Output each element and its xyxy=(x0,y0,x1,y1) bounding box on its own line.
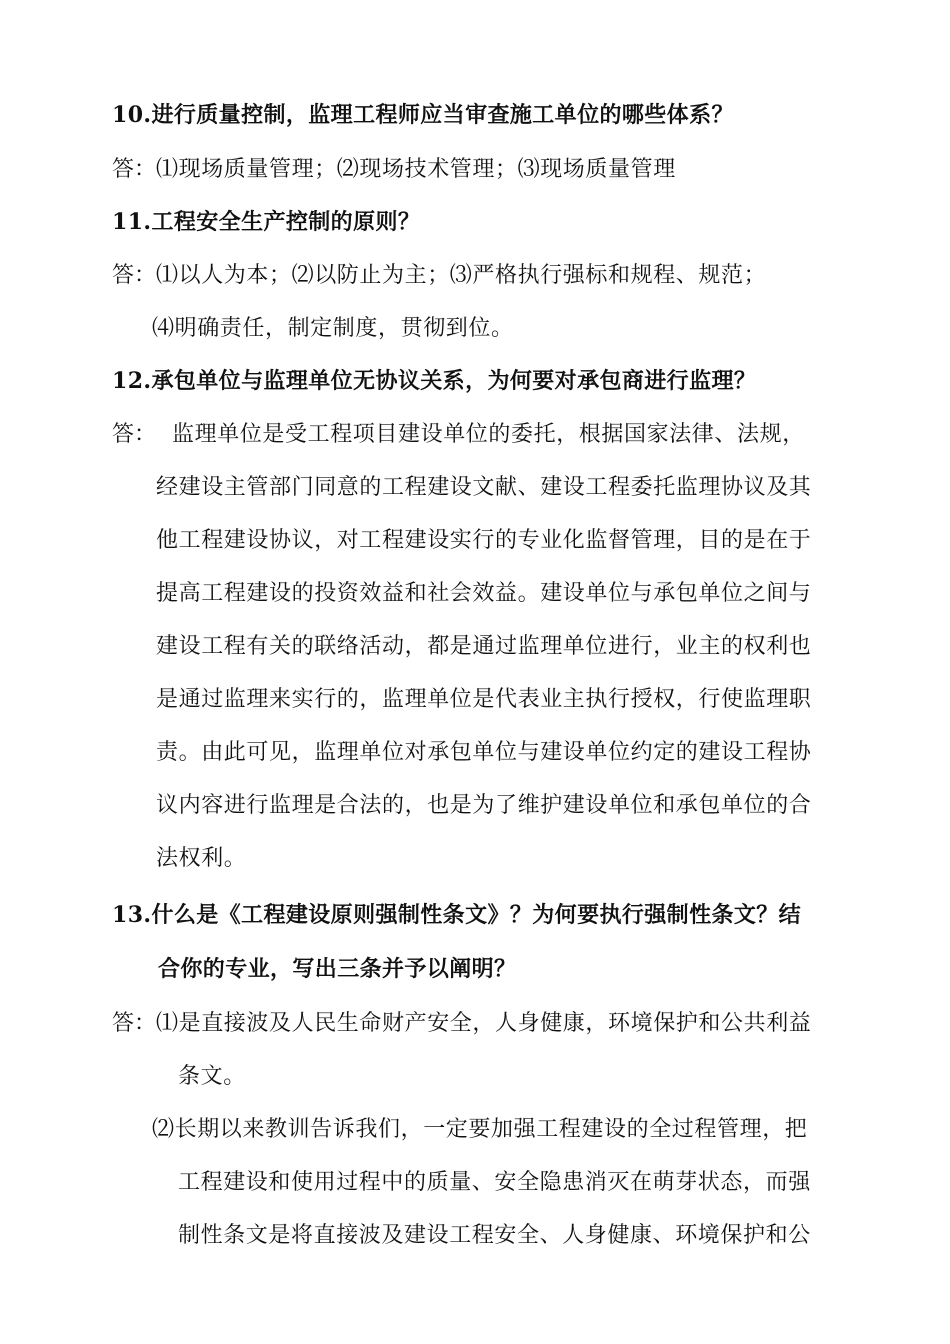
answer-11-line-2: ⑷明确责任，制定制度，贯彻到位。 xyxy=(152,316,514,341)
answer-12-line: 建设工程有关的联络活动，都是通过监理单位进行，业主的权利也 xyxy=(156,634,812,659)
answer-12-label: 答： xyxy=(112,422,157,447)
answer-10-line: ⑴现场质量管理；⑵现场技术管理；⑶现场质量管理 xyxy=(156,157,676,182)
answer-12-line: 监理单位是受工程项目建设单位的委托，根据国家法律、法规， xyxy=(172,422,805,447)
question-12: 12.承包单位与监理单位无协议关系，为何要对承包商进行监理？ xyxy=(112,368,757,394)
answer-12-line: 经建设主管部门同意的工程建设文献、建设工程委托监理协议及其 xyxy=(156,475,812,500)
answer-12-line: 法权利。 xyxy=(156,846,247,871)
question-11: 11.工程安全生产控制的原则？ xyxy=(112,209,421,235)
answer-12-line: 是通过监理来实行的，监理单位是代表业主执行授权，行使监理职 xyxy=(156,687,812,712)
answer-13-item-2-line: 工程建设和使用过程中的质量、安全隐患消灭在萌芽状态，而强 xyxy=(178,1170,811,1195)
answer-13-item-1-line-2: 条文。 xyxy=(178,1064,246,1089)
question-10: 10.进行质量控制，监理工程师应当审查施工单位的哪些体系？ xyxy=(112,102,734,128)
question-13-line-2: 合你的专业，写出三条并予以阐明？ xyxy=(158,956,517,982)
answer-11-line-1: ⑴以人为本；⑵以防止为主；⑶严格执行强标和规程、规范； xyxy=(156,263,767,288)
answer-10-label: 答： xyxy=(112,157,157,182)
answer-13-label: 答： xyxy=(112,1011,157,1036)
answer-11-label: 答： xyxy=(112,263,157,288)
answer-13-item-2-line: 制性条文是将直接波及建设工程安全、人身健康、环境保护和公 xyxy=(178,1223,811,1248)
answer-13-item-2-line: ⑵长期以来教训告诉我们，一定要加强工程建设的全过程管理，把 xyxy=(152,1117,808,1142)
answer-12-line: 责。由此可见，监理单位对承包单位与建设单位约定的建设工程协 xyxy=(156,740,812,765)
answer-12-line: 他工程建设协议，对工程建设实行的专业化监督管理，目的是在于 xyxy=(156,528,812,553)
answer-12-line: 提高工程建设的投资效益和社会效益。建设单位与承包单位之间与 xyxy=(156,581,812,606)
question-13-line-1: 13.什么是《工程建设原则强制性条文》？为何要执行强制性条文？结 xyxy=(112,902,802,928)
answer-12-line: 议内容进行监理是合法的，也是为了维护建设单位和承包单位的合 xyxy=(156,793,812,818)
answer-13-item-1-line-1: ⑴是直接波及人民生命财产安全，人身健康，环境保护和公共利益 xyxy=(156,1011,812,1036)
